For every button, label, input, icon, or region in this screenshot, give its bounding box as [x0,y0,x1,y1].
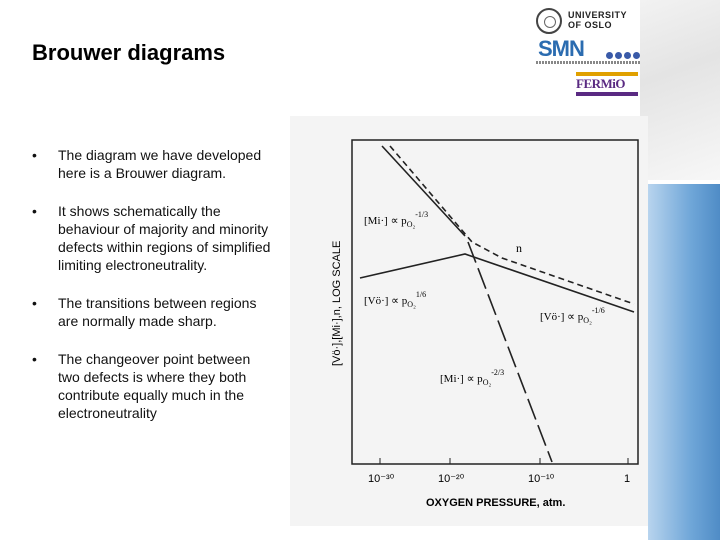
university-name-line-1: UNIVERSITY [568,10,628,20]
smn-logo: SMN [538,36,584,61]
university-logo-text [568,10,627,30]
vo-left-label: [Vö·] ∝ $p_{O_2}^{1/6}$ [364,290,427,309]
bullet-line: are normally made sharp. [58,313,217,329]
bullet-marker: • [32,203,37,219]
bullet-item [32,350,290,422]
femm-logo [576,72,638,96]
bullet-line: contribute equally much in the [58,387,244,403]
bullet-line: electroneutrality [58,405,157,421]
bullet-line: The changeover point between [58,351,251,367]
bullet-list [32,146,290,442]
statue-background-image [640,0,720,180]
femm-logo-text: FERMiO [576,76,625,91]
university-name-line-2: OF OSLO [568,20,612,30]
mi-interstitial-line-lower [468,242,552,462]
logo-group [532,6,642,100]
bullet-line: The diagram we have developed [58,147,262,163]
x-axis-label: OXYGEN PRESSURE, atm. [426,497,566,509]
bullet-line: defects within regions of simplified [58,239,271,255]
x-tick-label: 10⁻¹⁰ [528,473,555,485]
bullet-marker: • [32,295,37,311]
n-concentration-line [390,146,634,304]
bullet-line: It shows schematically the [58,203,221,219]
vo-right-label: [Vö·] ∝ $p_{O_2}^{-1/6}$ [540,306,605,325]
y-axis-label: [Vö·],[Mi·],n, LOG SCALE [331,240,343,366]
bullet-item [32,146,290,182]
mi-upper-label: $[Mi\cdot] \propto p_{O_2}^{-1/3}$ [364,210,429,229]
university-seal-icon [536,8,562,34]
bullet-marker: • [32,147,37,163]
x-tick-label: 10⁻²⁰ [438,473,465,485]
mi-lower-label: $[Mi\cdot] \propto p_{O_2}^{-2/3}$ [440,368,505,387]
side-accent-bar [648,184,720,540]
bullet-marker: • [32,351,37,367]
bullet-line: two defects is where they both [58,369,247,385]
bullet-line: The transitions between regions [58,295,257,311]
bullet-line: limiting electroneutrality. [58,257,208,273]
bullet-item [32,294,290,330]
brouwer-diagram-figure [290,116,648,526]
x-tick-label: 10⁻³⁰ [368,473,395,485]
brouwer-diagram-svg [290,116,648,526]
bullet-line: here is a Brouwer diagram. [58,165,227,181]
x-tick-label: 1 [624,473,631,485]
bullet-line: behaviour of majority and minority [58,221,269,237]
bullet-item [32,202,290,274]
smn-tagline-strip [536,61,640,64]
n-label: n [516,241,522,255]
slide-title: Brouwer diagrams [32,40,226,65]
